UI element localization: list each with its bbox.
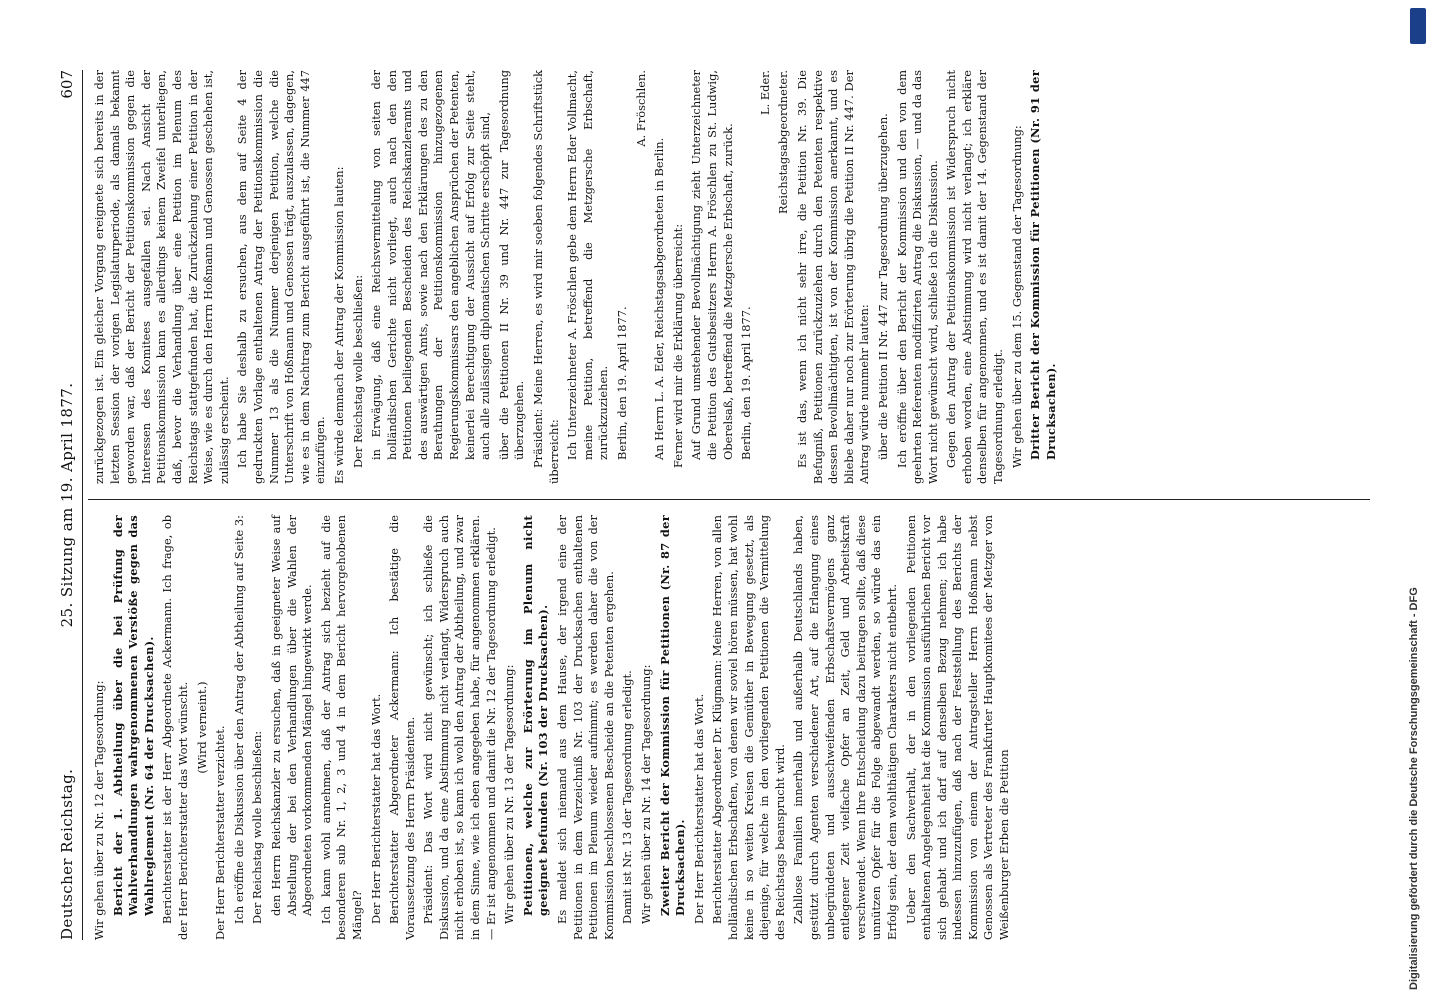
left-column-paragraph: Zweiter Bericht der Kommission für Petitionen (Nr. 87 der Drucksachen). bbox=[657, 515, 688, 916]
right-column-paragraph: Es ist das, wenn ich nicht sehr irre, die Petition Nr. 39. Die Befugniß, Petitionen zurückzuziehen durch den Petenten respektive dessen Bevollmächtigten, ist von der Kommission anerkannt, und es bliebe daher nur noch zur Erörterung übrig die Petition II Nr. 447. Der Antrag würde nunmehr lauten: bbox=[794, 70, 872, 484]
left-column-paragraph: Ich kann wohl annehmen, daß der Antrag sich bezieht auf die besonderen sub Nr. 1, 2, 3 und 4 in dem Bericht hervorgehobenen Mängel? bbox=[318, 515, 364, 940]
left-column-paragraph: Präsident: Das Wort wird nicht gewünscht; ich schließe die Diskussion, und da eine Abstimmung nicht verlangt, Widerspruch auch nicht erhoben ist, so kann ich wohl den Antrag der Abtheilung, und zwar in dem Sinne, wie ich eben angegeben habe, für angenommen erklären. — Er ist angenommen und damit die Nr. 12 der Tagesordnung erledigt. bbox=[421, 515, 498, 940]
right-column-paragraph: Gegen den Antrag der Petitionskommission ist Widerspruch nicht erhoben worden, eine Abstimmung wird nicht verlangt; ich erkläre denselben für angenommen, und es ist damit der 14. Gegenstand der Tagesordnung erledigt. bbox=[944, 70, 1006, 484]
left-column-paragraph: Berichterstatter Abgeordneter Ackermann: Ich bestätige die Voraussetzung des Herrn Präsidenten. bbox=[387, 515, 417, 940]
right-column-paragraph: Ich Unterzeichneter A. Fröschlen gebe dem Herrn Eder Vollmacht, meine Petition, betreffend die Metzgersche Erbschaft, zurückzuziehen. bbox=[565, 70, 611, 460]
right-column-paragraph: über die Petitionen II Nr. 39 und Nr. 447 zur Tagesordnung überzugehen. bbox=[496, 70, 527, 460]
right-column-paragraph: Präsident: Meine Herren, es wird mir soeben folgendes Schriftstück überreicht: bbox=[531, 70, 561, 484]
right-column-paragraph: Ferner wird mir die Erklärung überreicht: bbox=[670, 223, 685, 468]
right-column-paragraph: Auf Grund umstehender Bevollmächtigung zieht Unterzeichneter die Petition des Gutsbesitzers Herrn A. Fröschlen zu St. Ludwig, Oberelsaß, betreffend die Metzgersche Erbschaft, zurück. bbox=[689, 70, 735, 460]
left-column-paragraph: Damit ist Nr. 13 der Tagesordnung erledigt. bbox=[620, 670, 635, 924]
column-divider bbox=[88, 499, 1370, 500]
left-column-paragraph: Es meldet sich niemand aus dem Hause, der irgend eine der Petitionen in dem Verzeichniß Nr. 103 der Drucksachen enthaltenen Petitionen im Plenum wieder aufnimmt; es werden daher die von der Kommission beschlossenen Bescheide an die Petenten ergehen. bbox=[555, 515, 616, 940]
header-session-title: 25. Sitzung am 19. April 1877. bbox=[58, 382, 76, 628]
left-column-paragraph: Bericht der 1. Abtheilung über die bei Prüfung der Wahlverhandlungen wahrgenommenen Verstöße gegen das Wahlreglement (Nr. 64 der Drucksachen). bbox=[110, 515, 156, 916]
page-number: 607 bbox=[58, 70, 76, 99]
page-header bbox=[58, 70, 82, 940]
right-column-paragraph: Berlin, den 19. April 1877. bbox=[739, 306, 754, 460]
right-column-paragraph: zurückgezogen ist. Ein gleicher Vorgang ereignete sich bereits in der letzten Session der vorigen Legislaturperiode, als damals bekannt geworden war, daß der Bericht der Petitionskommission gegen die Interessen des Komitees ausgefallen sei. Nach Ansicht der Petitionskommission kann es allerdings keinem Zweifel unterliegen, daß, bevor die Verhandlung über eine Petition im Plenum des Reichstags stattgefunden hat, die Zurückziehung einer Petition in der Weise, wie es durch den Herrn Hoßmann und Genossen geschehen ist, zulässig erscheint. bbox=[92, 70, 231, 484]
left-column-paragraph: Petitionen, welche zur Erörterung im Plenum nicht geeignet befunden (Nr. 103 der Drucksachen). bbox=[520, 515, 551, 916]
right-column-paragraph: A. Fröschlen. bbox=[633, 70, 648, 147]
left-column-paragraph: Der Herr Berichterstatter hat das Wort. bbox=[368, 693, 383, 924]
right-column-paragraph: Berlin, den 19. April 1877. bbox=[615, 306, 629, 460]
left-column-paragraph: Wir gehen über zu Nr. 12 der Tagesordnung: bbox=[92, 680, 106, 940]
right-column-paragraph: L. Eder. bbox=[757, 70, 772, 115]
left-column-paragraph: Wir gehen über zu Nr. 13 der Tagesordnung: bbox=[502, 664, 517, 924]
right-column-paragraph: Dritter Bericht der Kommission für Petitionen (Nr. 91 der Drucksachen). bbox=[1028, 70, 1058, 460]
right-column-paragraph: Es würde demnach der Antrag der Kommission lauten: bbox=[331, 166, 346, 484]
right-column bbox=[92, 70, 1062, 484]
right-column-paragraph: in Erwägung, daß eine Reichsvermittelung von seiten der holländischen Gerichte nicht vorliegt, auch nach den den Petitionen beiliegenden Bescheiden des Reichskanzleramts und des auswärtigen Amts, sowie nach den Erklärungen des zu den Berathungen der Petitionskommission hinzugezogenen Regierungskommissars den angeblichen Ansprüchen der Petenten, keinerlei Berechtigung der Aussicht auf Erfolg zur Seite steht, auch alle zulässigen diplomatischen Schritte erschöpft sind, bbox=[369, 70, 493, 460]
left-column-paragraph: den Herrn Reichskanzler zu ersuchen, daß in geeigneter Weise auf Abstellung der bei den Verhandlungen über die Wahlen der Abgeordneten vorkommenden Mängel hingewirkt werde. bbox=[268, 515, 315, 916]
right-column-paragraph: Ich eröffne über den Bericht der Kommission und den von dem geehrten Referenten modifizirten Antrag die Diskussion, — und da das Wort nicht gewünscht wird, schließe ich die Diskussion. bbox=[894, 70, 940, 484]
left-column-paragraph: (Wird verneint.) bbox=[194, 681, 209, 774]
header-rule bbox=[82, 70, 83, 940]
right-column-paragraph: Wir gehen über zu dem 15. Gegenstand der Tagesordnung: bbox=[1009, 125, 1024, 468]
right-column-paragraph: über die Petition II Nr. 447 zur Tagesordnung überzugehen. bbox=[875, 113, 890, 460]
left-column-paragraph: Der Herr Berichterstatter verzichtet. bbox=[213, 725, 228, 940]
left-column bbox=[92, 515, 1016, 940]
left-column-paragraph: Der Herr Berichterstatter hat das Wort. bbox=[691, 693, 706, 924]
right-column-paragraph: Reichstagsabgeordneter. bbox=[776, 70, 791, 214]
left-column-paragraph: Wir gehen über zu Nr. 14 der Tagesordnung: bbox=[639, 664, 653, 924]
watermark-text: Digitalisierung gefördert durch die Deutsche Forschungsgemeinschaft - DFG bbox=[1408, 587, 1420, 990]
left-column-paragraph: Ueber den Sachverhalt, der in den vorliegenden Petitionen enthaltenen Angelegenheit hat die Kommission ausführlichen Bericht vor sich gehabt und ich darf auf denselben Bezug nehmen; ich habe indessen hinzuzufügen, daß nach der Feststellung des Berichts der Kommission von einem der Antragsteller Herrn Hoßmann nebst Genossen als Vertreter des Frankfurter Hauptkomitees der Metzger von Weißenburger Erben die Petition bbox=[903, 515, 1012, 940]
left-column-paragraph: Zahllose Familien innerhalb und außerhalb Deutschlands haben, gestützt durch Agenten verschiedener Art, auf die Erlangung eines unbegründeten und ausschweifenden Erbschaftsvermögens ganz entlegener Zeit vielfache Opfer an Zeit, Geld und Arbeitskraft verschwendet. Wenn Ihre Entscheidung dazu beitragen sollte, daß diese unnützen Opfer für die Folge abgewandt werden, so würde das ein Erfolg sein, der dem wohlthätigen Charakters nicht entbehrt. bbox=[791, 515, 899, 940]
right-column-paragraph: Der Reichstag wolle beschließen: bbox=[350, 274, 365, 468]
left-column-paragraph: Der Reichstag wolle beschließen: bbox=[250, 730, 265, 924]
right-column-paragraph: Ich habe Sie deshalb zu ersuchen, aus dem auf Seite 4 der gedruckten Vorlage enthaltenen Antrag der Petitionskommission die Nummer 13 als die Nummer derjenigen Petition, welche die Unterschrift von Hoßmann und Genossen trägt, auszulassen, dagegen, wie es in dem Nachtrag zum Bericht ausgeführt ist, die Nummer 447 einzufügen. bbox=[235, 70, 328, 484]
right-column-paragraph: An Herrn L. A. Eder, Reichstagsabgeordneten in Berlin. bbox=[652, 137, 667, 460]
left-column-paragraph: Ich eröffne die Diskussion über den Antrag der Abtheilung auf Seite 3: bbox=[231, 514, 246, 924]
left-column-paragraph: Berichterstatter Abgeordneter Dr. Klügmann: Meine Herren, von allen holländischen Erbschaften, von denen wir soviel hören müssen, hat wohl keine in so weiten Kreisen die Gemüther in Bewegung gesetzt, als diejenige, für welche in den vorliegenden Petitionen die Vermittelung des Reichstags beansprucht wird. bbox=[710, 515, 787, 940]
header-journal-title: Deutscher Reichstag. bbox=[58, 768, 76, 940]
dfg-watermark bbox=[1400, 0, 1430, 1000]
left-column-paragraph: Berichterstatter ist der Herr Abgeordnete Ackermann. Ich frage, ob der Herr Berichterstatter das Wort wünscht. bbox=[160, 515, 190, 940]
